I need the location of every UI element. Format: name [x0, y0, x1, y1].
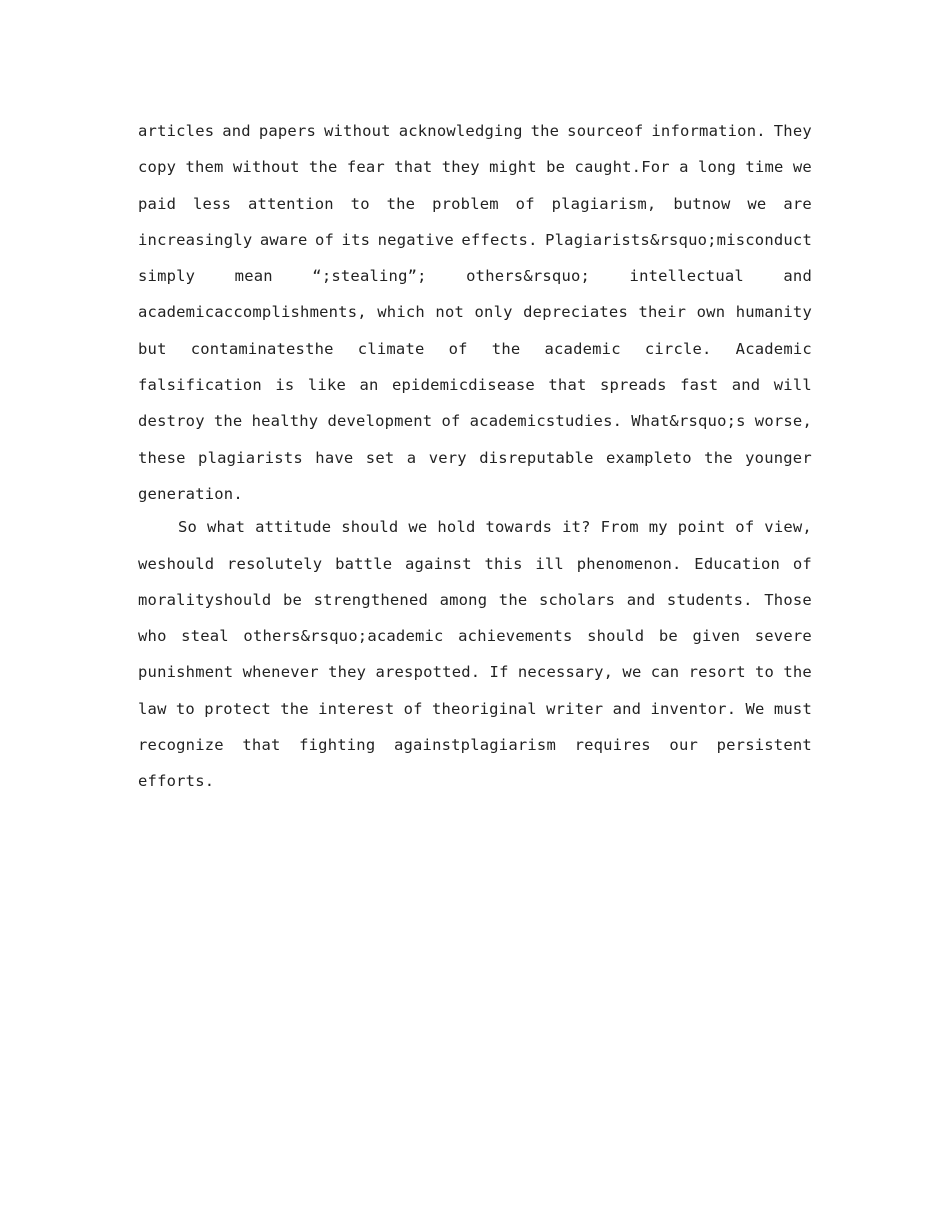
paragraph-2 [138, 509, 812, 799]
text-line: law to protect the interest of theoriginal writer and inventor. We must [138, 699, 812, 718]
text-line: So what attitude should we hold towards it? From my point of view, [178, 518, 812, 537]
text-line: academicaccomplishments, which not only depreciates their own humanity [138, 303, 812, 322]
text-line: articles and papers without acknowledging the sourceof information. They [138, 122, 812, 140]
text-line: punishment whenever they arespotted. If necessary, we can resort to the [138, 663, 812, 682]
text-line: efforts. [138, 772, 215, 791]
text-line: recognize that fighting againstplagiarism requires our persistent [138, 736, 812, 755]
text-line: copy them without the fear that they might be caught.For a long time we [138, 158, 812, 177]
text-line: moralityshould be strengthened among the scholars and students. Those [138, 590, 812, 609]
text-line: weshould resolutely battle against this ill phenomenon. Education of [138, 554, 812, 573]
text-line: simply mean “;stealing”; others&rsquo; intellectual and [138, 267, 812, 286]
paragraph-1 [138, 113, 812, 512]
text-line: destroy the healthy development of academicstudies. What&rsquo;s worse, [138, 412, 812, 431]
text-line: increasingly aware of its negative effects. Plagiarists&rsquo;misconduct [138, 230, 812, 249]
text-line: who steal others&rsquo;academic achievements should be given severe [138, 627, 812, 646]
document-body [138, 113, 812, 800]
text-line: paid less attention to the problem of plagiarism, butnow we are [138, 194, 812, 213]
text-line: falsification is like an epidemicdisease that spreads fast and will [138, 376, 812, 395]
text-line: but contaminatesthe climate of the academic circle. Academic [138, 339, 812, 358]
text-line: generation. [138, 484, 243, 503]
text-line: these plagiarists have set a very disreputable exampleto the younger [138, 448, 812, 467]
